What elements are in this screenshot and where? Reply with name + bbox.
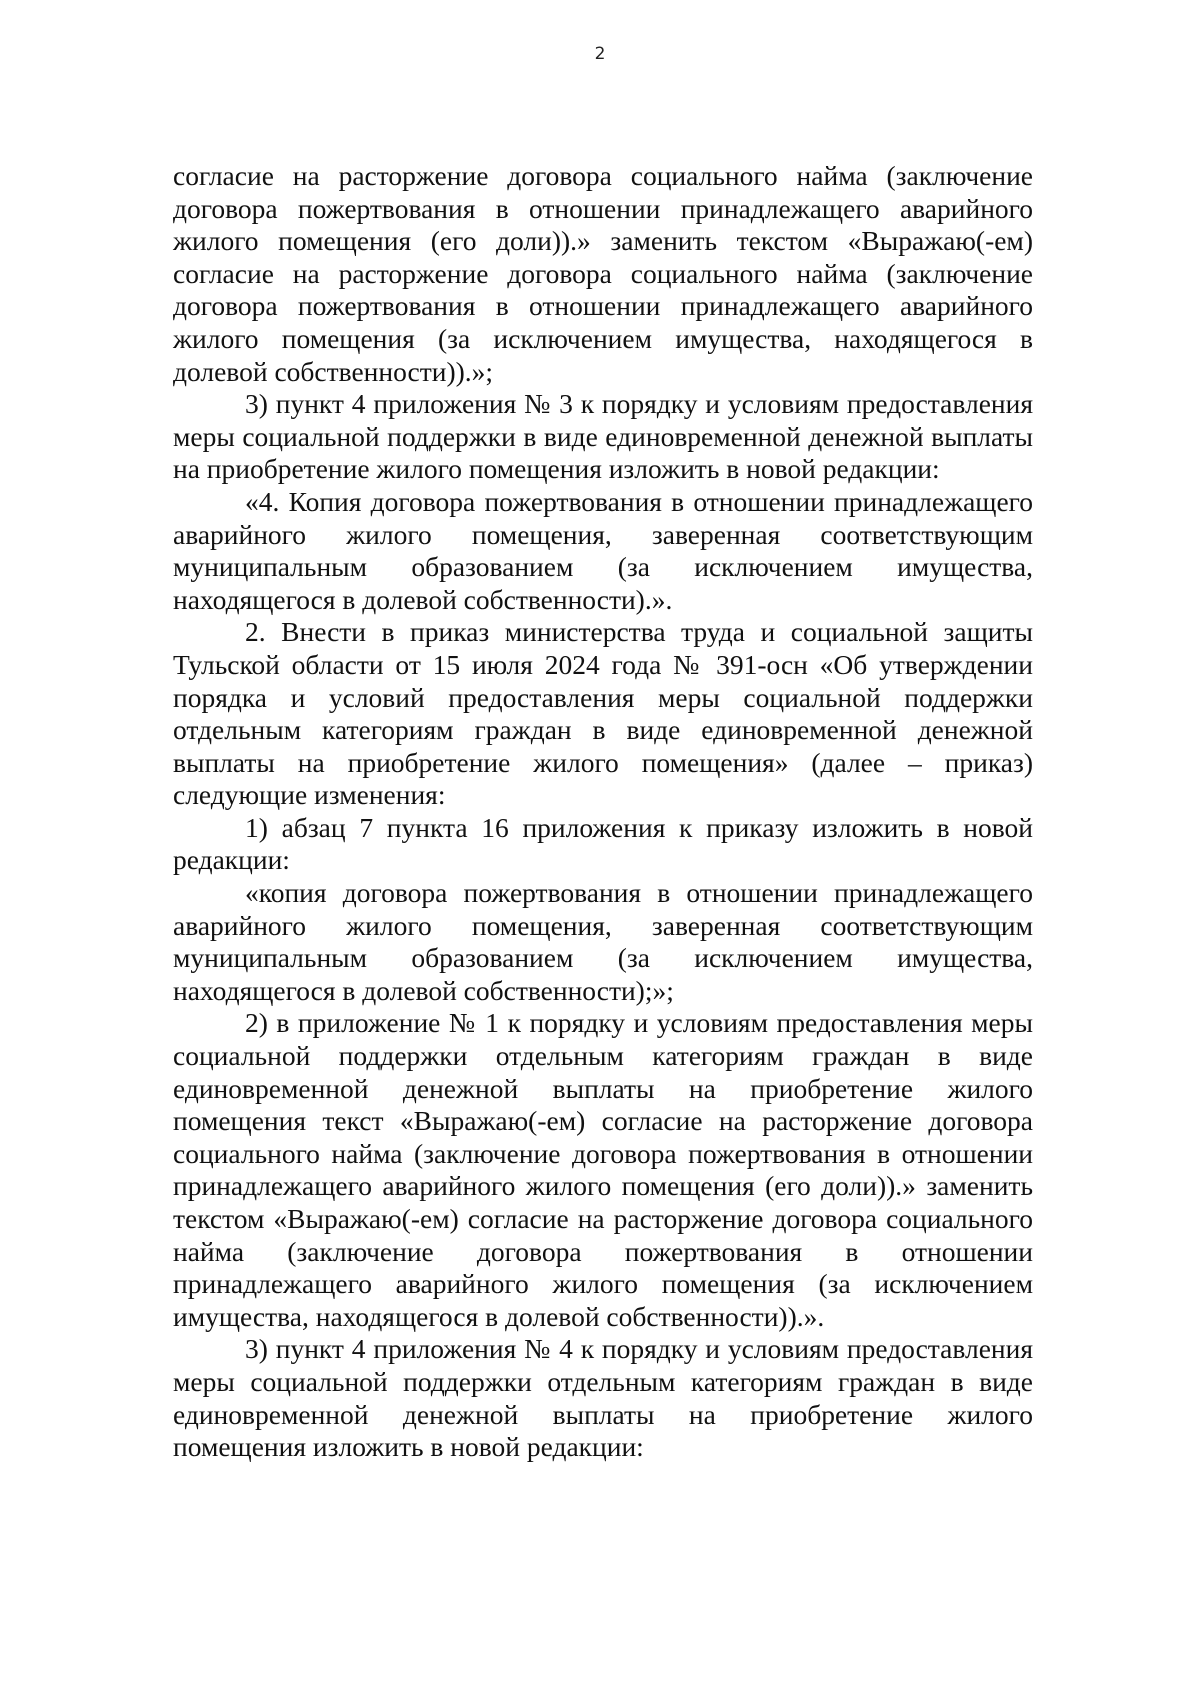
paragraph-item-3-appendix-3: 3) пункт 4 приложения № 3 к порядку и условиям предоставления меры социальной поддержки в виде единовременной денежной выплаты на приобретение жилого помещения изложить в новой редакции: bbox=[173, 388, 1033, 485]
paragraph-item-1-clause-7: 1) абзац 7 пункта 16 приложения к приказу изложить в новой редакции: bbox=[173, 811, 1033, 876]
paragraph-item-2-appendix-1: 2) в приложение № 1 к порядку и условиям предоставления меры социальной поддержки отдельным категориям граждан в виде единовременной денежной выплаты на приобретение жилого помещения текст «Выражаю(-ем) согласие на расторжение договора социального найма (заключение договора пожертвования в отношении принадлежащего аварийного жилого помещения (его доли)).» заменить текстом «Выражаю(-ем) согласие на расторжение договора социального найма (заключение договора пожертвования в отношении принадлежащего аварийного жилого помещения (за исключением имущества, находящегося в долевой собственности)).». bbox=[173, 1007, 1033, 1332]
paragraph-section-2: 2. Внести в приказ министерства труда и социальной защиты Тульской области от 15 июля 2024 года № 391-осн «Об утверждении порядка и условий предоставления меры социальной поддержки отдельным категориям граждан в виде единовременной денежной выплаты на приобретение жилого помещения» (далее – приказ) следующие изменения: bbox=[173, 616, 1033, 811]
document-body bbox=[173, 160, 1033, 1464]
paragraph-continuation: согласие на расторжение договора социального найма (заключение договора пожертвования в отношении принадлежащего аварийного жилого помещения (его доли)).» заменить текстом «Выражаю(-ем) согласие на расторжение договора социального найма (заключение договора пожертвования в отношении принадлежащего аварийного жилого помещения (за исключением имущества, находящегося в долевой собственности)).»; bbox=[173, 160, 1033, 387]
paragraph-quote-point-4: «4. Копия договора пожертвования в отношении принадлежащего аварийного жилого помещения, заверенная соответствующим муниципальным образованием (за исключением имущества, находящегося в долевой собственности).». bbox=[173, 485, 1033, 615]
page-number: 2 bbox=[594, 44, 606, 64]
paragraph-quote-copy-contract: «копия договора пожертвования в отношении принадлежащего аварийного жилого помещения, заверенная соответствующим муниципальным образованием (за исключением имущества, находящегося в долевой собственности);»; bbox=[173, 877, 1033, 1006]
paragraph-item-3-appendix-4: 3) пункт 4 приложения № 4 к порядку и условиям предоставления меры социальной поддержки отдельным категориям граждан в виде единовременной денежной выплаты на приобретение жилого помещения изложить в новой редакции: bbox=[173, 1333, 1033, 1463]
